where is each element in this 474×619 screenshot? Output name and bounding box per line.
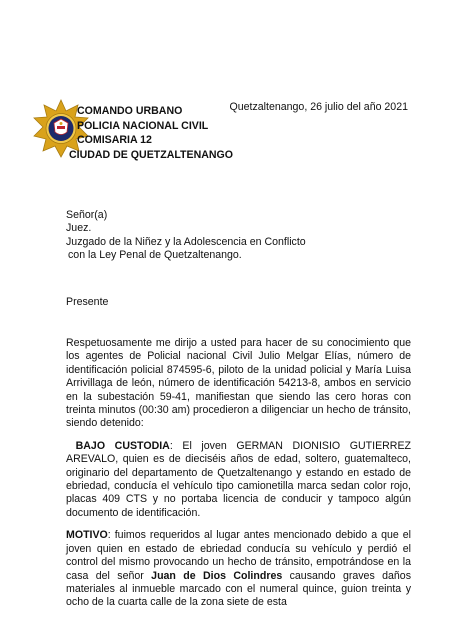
addressee-line-1: Señor(a) <box>66 209 108 221</box>
addressee-block <box>66 209 306 263</box>
addressee-line-2: Juez. <box>66 222 92 235</box>
header-line-4: CIUDAD DE QUETZALTENANGO <box>69 148 234 161</box>
addressee-line-4: con la Ley Penal de Quetzaltenango. <box>68 249 242 262</box>
letter-body <box>66 337 411 619</box>
motive-text-a: : fuimos requeridos al lugar antes mencionado debido a que el joven quien en estado de ebriedad conducía su vehículo y perdió el control del mismo provocando un hecho de tránsito, empotrándose en la casa del señor <box>66 529 411 582</box>
custody-paragraph <box>66 440 411 520</box>
custody-label: BAJO CUSTODIA <box>75 439 170 452</box>
intro-paragraph: Respetuosamente me dirijo a usted para hacer de su conocimiento que los agentes de Policial nacional Civil Julio Melgar Elías, número de identificación policial 874595-6, piloto de la unidad policial y María Luisa Arrivillaga de león, número de identificación 54213-8, ambos en servicio en la subestación 59-41, manifiestan que siendo las cero horas con treinta minutos (00:30 am) procedieron a diligenciar un hecho de tránsito, siendo detenido: <box>66 337 411 430</box>
header-line-2: POLICIA NACIONAL CIVIL <box>77 119 209 132</box>
motive-label: MOTIVO <box>66 529 108 542</box>
motive-paragraph <box>66 529 411 609</box>
date-line: Quetzaltenango, 26 julio del año 2021 <box>229 101 408 113</box>
issuer-header <box>69 104 234 162</box>
header-line-1: COMANDO URBANO <box>77 105 183 117</box>
custody-text: : El joven GERMAN DIONISIO GUTIERREZ AREVALO, quien es de dieciséis años de edad, soltero, guatemalteco, originario del departamento de Quetzaltenango y estando en estado de ebriedad, conducía el vehículo tipo camionetilla marca sedan color rojo, placas 409 CTS y no portaba licencia de conducir y tampoco algún documento de identificación. <box>66 439 411 519</box>
header-line-3: COMISARIA 12 <box>77 134 152 146</box>
motive-name: Juan de Dios Colindres <box>151 569 283 582</box>
addressee-line-3: Juzgado de la Niñez y la Adolescencia en Conflicto <box>66 235 306 248</box>
greeting: Presente <box>66 296 109 308</box>
motive-text-b: causando graves daños materiales al inmueble marcado con el numeral quince, guion treinta y ocho de la cuarta calle de la zona siete de esta <box>66 569 411 609</box>
